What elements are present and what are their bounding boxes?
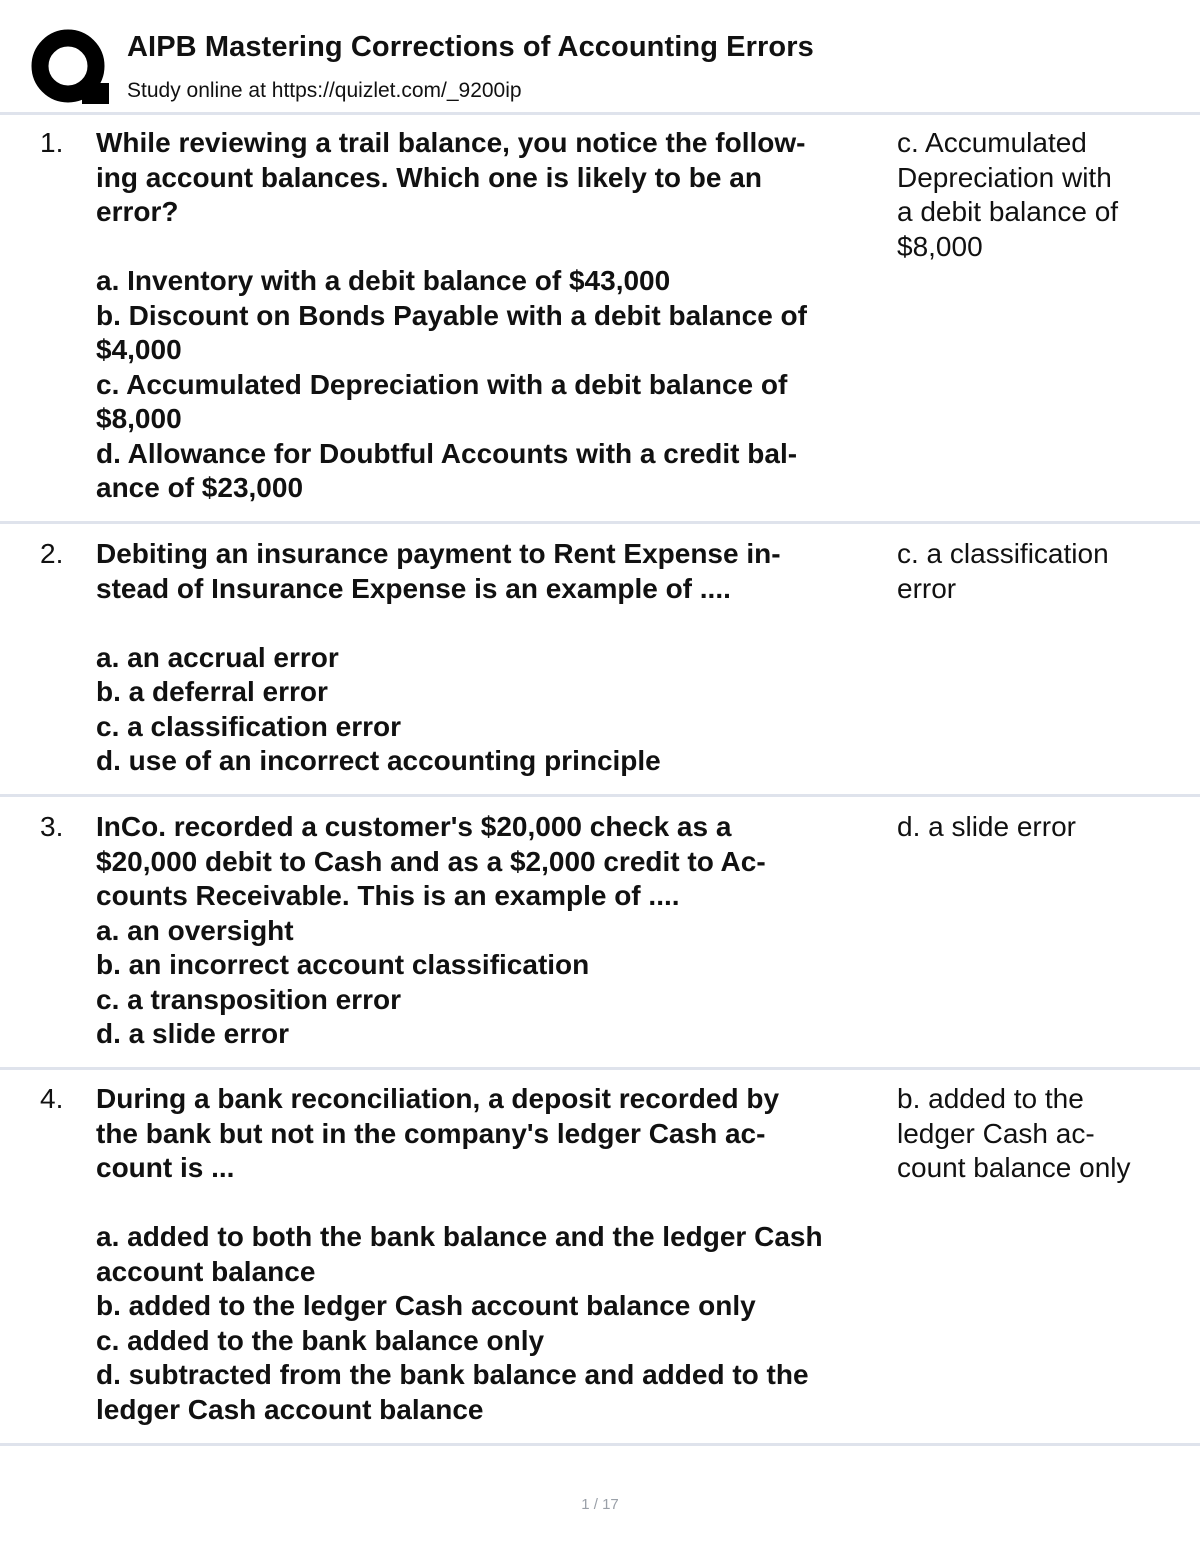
divider — [0, 112, 1200, 115]
question-options: a. an accrual error b. a deferral error c. a classification error d. use of an incorrect accounting principle — [96, 641, 661, 776]
question-options: a. Inventory with a debit balance of $43,000 b. Discount on Bonds Payable with a debit balance of $4,000 c. Accumulated Depreciation with a debit balance of $8,000 d. Allowance for Doubtful Accounts with a credit bal- ance of $23,000 — [96, 265, 807, 503]
question-stem: During a bank reconciliation, a deposit recorded by the bank but not in the company's ledger Cash ac- count is ... — [96, 1083, 780, 1183]
question-stem: Debiting an insurance payment to Rent Expense in- stead of Insurance Expense is an example of .... — [96, 538, 781, 604]
question — [96, 537, 886, 779]
question — [96, 810, 886, 1052]
card-number: 2. — [40, 538, 64, 569]
question — [96, 1082, 886, 1427]
divider — [0, 521, 1200, 524]
question — [96, 126, 886, 506]
question-stem: While reviewing a trail balance, you notice the follow- ing account balances. Which one is likely to be an error? — [96, 127, 806, 227]
question-options: a. an oversight b. an incorrect account classification c. a transposition error d. a slide error — [96, 914, 590, 1049]
answer: c. a classification error — [897, 538, 1109, 604]
page-title: AIPB Mastering Corrections of Accounting Errors — [127, 31, 814, 63]
question-options: a. added to both the bank balance and the ledger Cash account balance b. added to the ledger Cash account balance only c. added to the bank balance only d. subtracted from the bank balance and added to the ledger Cash account balance — [96, 1221, 823, 1425]
card-number: 4. — [40, 1083, 64, 1114]
quizlet-q-logo-icon — [30, 28, 110, 108]
answer: d. a slide error — [897, 811, 1076, 842]
card-number: 1. — [40, 127, 64, 158]
study-link[interactable]: Study online at https://quizlet.com/_9200ip — [127, 79, 522, 102]
divider — [0, 1443, 1200, 1446]
page-number: 1 / 17 — [581, 1496, 619, 1513]
divider — [0, 1067, 1200, 1070]
divider — [0, 794, 1200, 797]
card-number: 3. — [40, 811, 64, 842]
answer: c. Accumulated Depreciation with a debit balance of $8,000 — [897, 127, 1119, 262]
question-stem: InCo. recorded a customer's $20,000 check as a $20,000 debit to Cash and as a $2,000 credit to Ac- counts Receivable. This is an example of .... — [96, 811, 766, 911]
answer: b. added to the ledger Cash ac- count balance only — [897, 1083, 1131, 1183]
